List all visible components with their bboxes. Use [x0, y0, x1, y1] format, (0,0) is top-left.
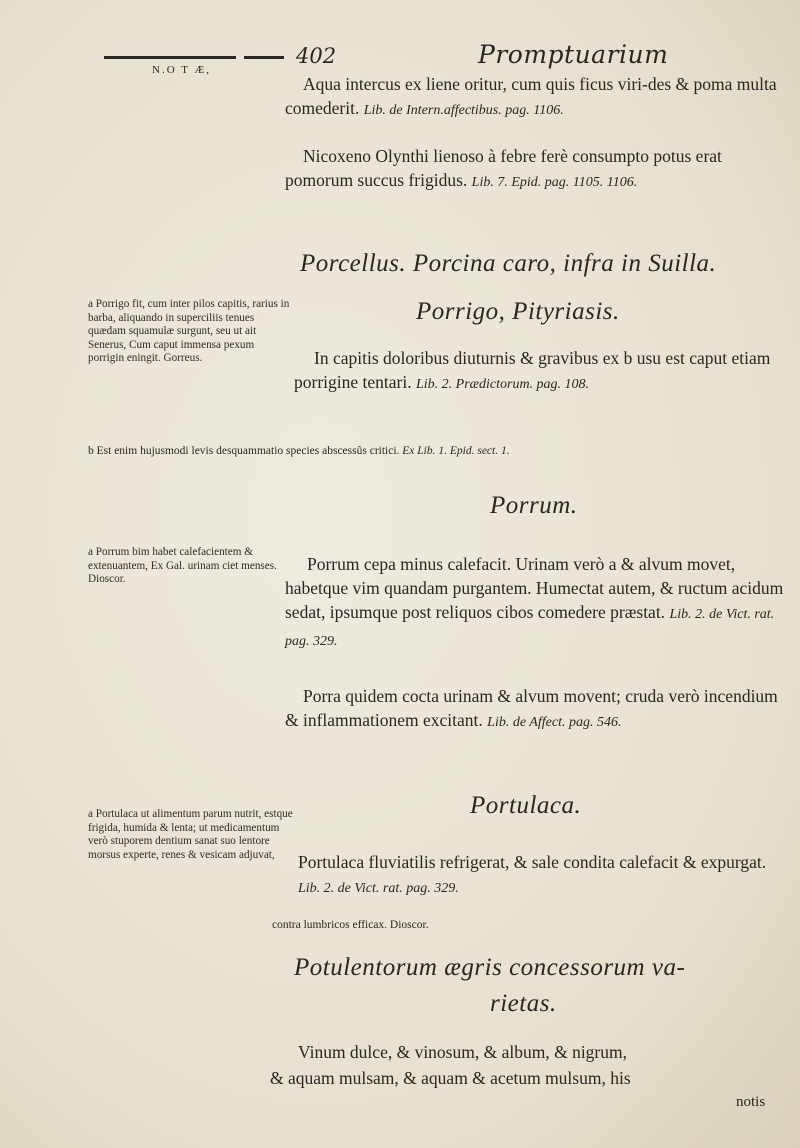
paragraph-porrum-2: Porra quidem cocta urinam & alvum movent; cruda verò incendium & inflammationem excitant. Lib. de Affect. pag. 546.	[285, 686, 778, 730]
marginal-note-porrum: a Porrum bim habet calefacientem & extenuantem, Ex Gal. urinam ciet menses. Dioscor.	[88, 546, 277, 585]
heading-potulentorum-line2: rietas.	[490, 990, 557, 1017]
paragraph-porrum-1: Porrum cepa minus calefacit. Urinam verò a & alvum movet, habetque vim quandam purgantem. Humectat autem, & ructum acidum sedat, ipsumque post reliquos cibos comedere præstat. Lib. 2. de Vict. rat. pag. 329.	[285, 554, 784, 649]
paragraph-porrigo: In capitis doloribus diuturnis & gravibus ex b usu est caput etiam porrigine tentari. Lib. 2. Prædictorum. pag. 108.	[294, 348, 771, 392]
header-rule-left	[104, 56, 236, 59]
marginal-note-porrigo: a Porrigo fit, cum inter pilos capitis, rarius in barba, aliquando in superciliis tenues quædam squamulæ surgunt, seu ut ait Senerus, Cum caput immensa pexum porrigin eningit. Gorreus.	[88, 298, 290, 364]
heading-portulaca: Portulaca.	[470, 792, 582, 819]
paragraph-portulaca: Portulaca fluviatilis refrigerat, & sale condita calefacit & expurgat. Lib. 2. de Vict. rat. pag. 329.	[298, 852, 767, 896]
running-title: Promptuarium	[478, 40, 669, 69]
paragraph-nicoxeno: Nicoxeno Olynthi lienoso à febre ferè consumpto potus erat pomorum succus frigidus. Lib. 7. Epid. pag. 1105. 1106.	[285, 146, 722, 190]
heading-porrum: Porrum.	[490, 492, 578, 519]
footnote-portulaca-tail: contra lumbricos efficax. Dioscor.	[272, 919, 429, 931]
footnote-porrigo-b: b Est enim hujusmodi levis desquammatio species abscessûs critici. Ex Lib. 1. Epid. sect. 1.	[88, 445, 510, 457]
paragraph-potulentorum-line2: & aquam mulsam, & aquam & acetum mulsum, his	[270, 1068, 631, 1088]
notae-label: N.O T Æ,	[152, 64, 211, 76]
heading-potulentorum-line1: Potulentorum ægris concessorum va-	[294, 954, 686, 981]
heading-porrigo: Porrigo, Pityriasis.	[416, 298, 620, 325]
catchword: notis	[736, 1094, 766, 1110]
marginal-note-portulaca: a Portulaca ut alimentum parum nutrit, estque frigida, humida & lenta; ut medicamentum verò stuporem dentium sanat suo lentore morsus experte, renes & vesicam adjuvat,	[88, 808, 293, 861]
heading-porcellus: Porcellus. Porcina caro, infra in Suilla.	[300, 250, 717, 277]
paragraph-potulentorum-line1: Vinum dulce, & vinosum, & album, & nigrum,	[298, 1042, 627, 1062]
paragraph-aqua-intercus: Aqua intercus ex liene oritur, cum quis ficus viri-des & poma multa comederit. Lib. de Intern.affectibus. pag. 1106.	[285, 74, 777, 118]
page-number: 402	[296, 44, 337, 68]
header-rule-right	[244, 56, 284, 59]
